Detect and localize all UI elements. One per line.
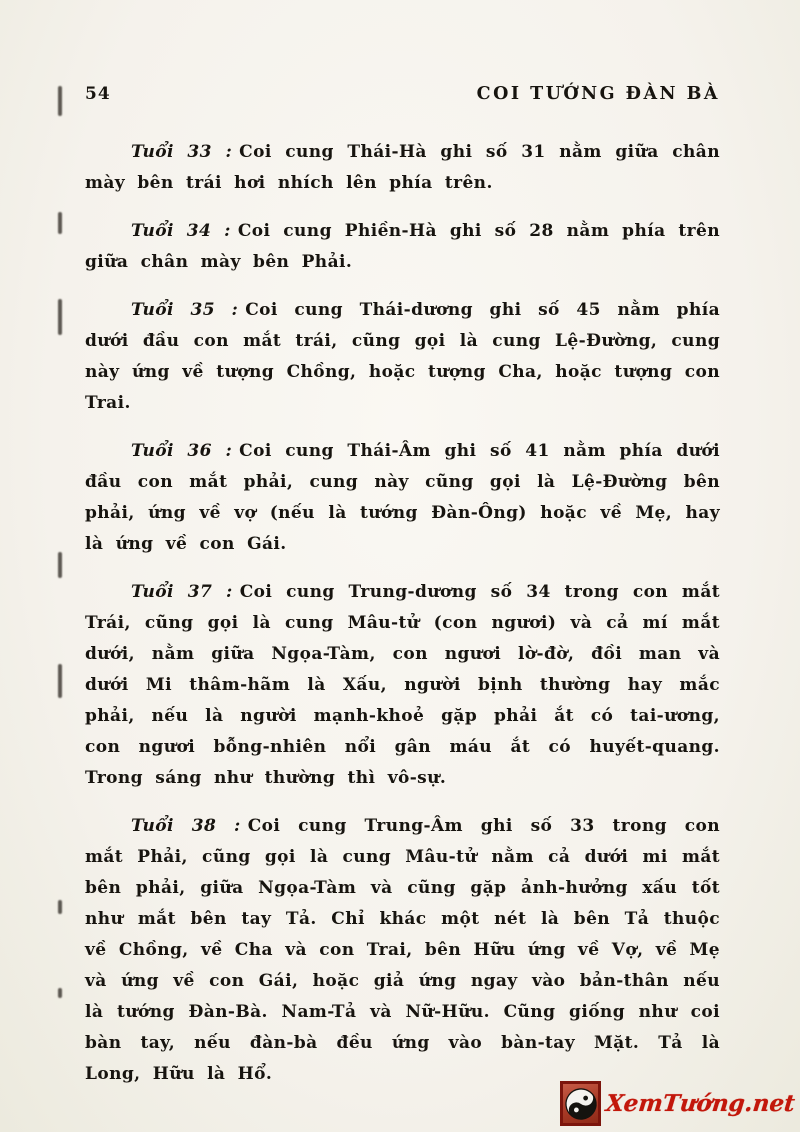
paragraph-tuoi-33 [85, 137, 720, 199]
paragraph-tuoi-37 [85, 577, 720, 794]
paragraph-text: Coi cung Thái-dương ghi số 45 nằm phía dưới đầu con mắt trái, cũng gọi là cung Lệ-Đường, cung này ứng về tượng Chồng, hoặc tượng Cha, hoặc tượng con Trai. [85, 300, 720, 413]
paragraph-text: Coi cung Thái-Hà ghi số 31 nằm giữa chân mày bên trái hơi nhích lên phía trên. [85, 142, 720, 193]
body-text [85, 137, 720, 1090]
page-number: 54 [85, 84, 111, 104]
paragraph-tuoi-38 [85, 811, 720, 1090]
scan-fold-mark [58, 86, 62, 116]
age-label: Tuổi 36 : [131, 441, 233, 461]
age-label: Tuổi 38 : [131, 816, 241, 836]
scan-fold-mark [58, 988, 62, 998]
age-label: Tuổi 34 : [131, 221, 231, 241]
page-header [85, 84, 720, 104]
paragraph-text: Coi cung Trung-dương số 34 trong con mắt Trái, cũng gọi là cung Mâu-tử (con ngươi) và cả mí mắt dưới, nằm giữa Ngọa-Tàm, con ngươi lờ-đờ, đồi man và dưới Mi thâm-hãm là Xấu, người bịnh thường hay mắc phải, nếu là người mạnh-khoẻ gặp phải ắt có tai-ương, con ngươi bỗng-nhiên nổi gân máu ắt có huyết-quang. Trong sáng như thường thì vô-sự. [85, 582, 720, 788]
paragraph-tuoi-36 [85, 436, 720, 560]
paragraph-text: Coi cung Phiền-Hà ghi số 28 nằm phía trên giữa chân mày bên Phải. [85, 221, 720, 272]
scan-fold-mark [58, 212, 62, 234]
age-label: Tuổi 37 : [131, 582, 233, 602]
running-title: COI TƯỚNG ĐÀN BÀ [476, 84, 720, 104]
yin-yang-icon [560, 1081, 601, 1126]
paragraph-text: Coi cung Thái-Âm ghi số 41 nằm phía dưới đầu con mắt phải, cung này cũng gọi là Lệ-Đường bên phải, ứng về vợ (nếu là tướng Đàn-Ông) hoặc về Mẹ, hay là ứng về con Gái. [85, 441, 721, 554]
watermark[interactable] [560, 1081, 795, 1126]
scan-fold-mark [58, 664, 62, 698]
scan-fold-mark [58, 552, 62, 578]
paragraph-tuoi-34 [85, 216, 720, 278]
age-label: Tuổi 35 : [131, 300, 239, 320]
scan-fold-mark [58, 299, 62, 335]
paragraph-tuoi-35 [85, 295, 720, 419]
paragraph-text: Coi cung Trung-Âm ghi số 33 trong con mắt Phải, cũng gọi là cung Mâu-tử nằm cả dưới mi mắt bên phải, giữa Ngọa-Tàm và cũng gặp ảnh-hưởng xấu tốt như mắt bên tay Tả. Chỉ khác một nét là bên Tả thuộc về Chồng, về Cha và con Trai, bên Hữu ứng về Vợ, về Mẹ và ứng về con Gái, hoặc giả ứng ngay vào bản-thân nếu là tướng Đàn-Bà. Nam-Tả và Nữ-Hữu. Cũng giống như coi bàn tay, nếu đàn-bà đều ứng vào bàn-tay Mặt. Tả là Long, Hữu là Hổ. [85, 816, 720, 1084]
watermark-text[interactable]: XemTướng.net [604, 1090, 797, 1117]
age-label: Tuổi 33 : [131, 142, 233, 162]
scan-fold-mark [58, 900, 62, 914]
